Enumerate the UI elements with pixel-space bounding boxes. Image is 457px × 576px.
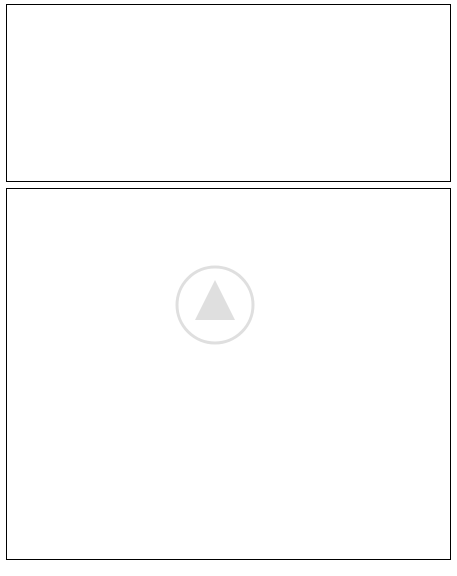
notice-header-box: [6, 4, 451, 182]
notice-continuation-box: [6, 188, 451, 560]
